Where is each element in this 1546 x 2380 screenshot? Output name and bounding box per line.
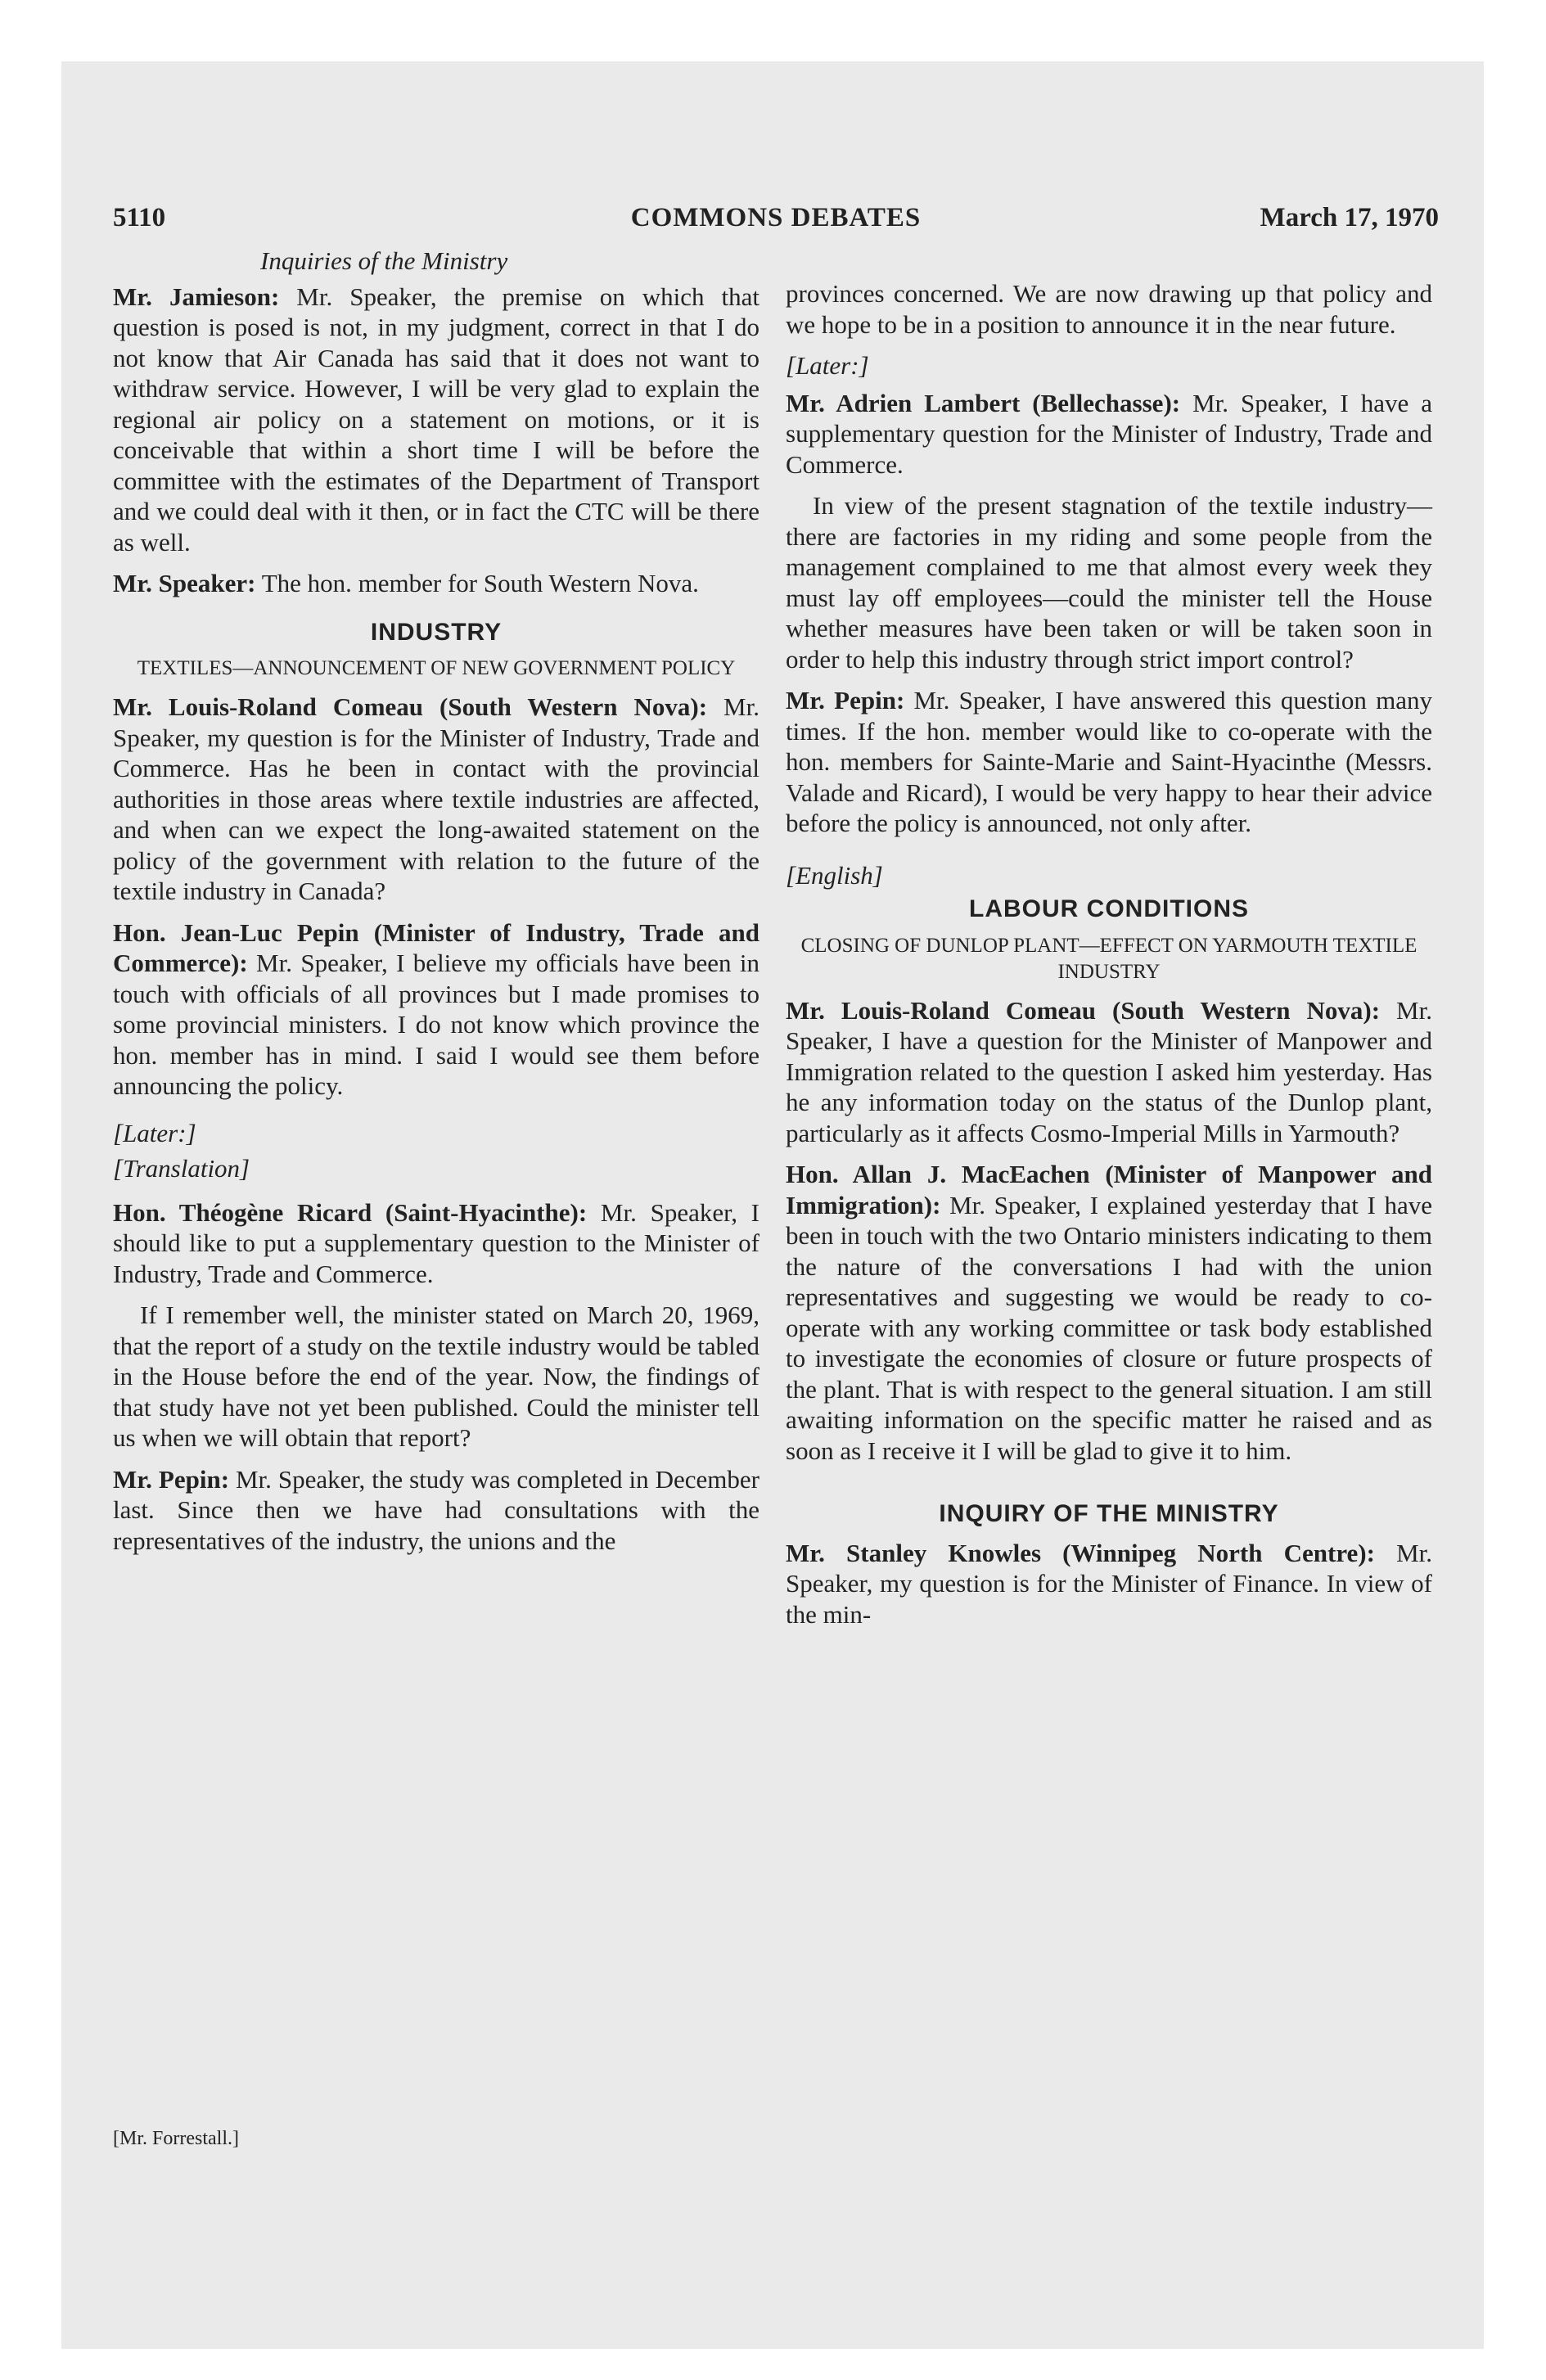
section-heading: INDUSTRY [370, 618, 503, 646]
speaker-name: Mr. Jamieson: [113, 282, 280, 311]
left-column [113, 246, 759, 1566]
paragraph [786, 685, 1432, 839]
section-subheading: TEXTILES—ANNOUNCEMENT OF NEW GOVERNMENT POLICY [137, 657, 736, 679]
paragraph [786, 388, 1432, 480]
procedural-tag: [Translation] [113, 1154, 250, 1183]
paragraph [113, 282, 759, 558]
speaker-name: Mr. Adrien Lambert (Bellechasse): [786, 388, 1181, 417]
speaker-name: Hon. Théogène Ricard (Saint-Hyacinthe): [113, 1197, 588, 1227]
speech-text: Mr. Speaker, I explained yesterday that I have been in touch with the two Ontario ministers indicating to them the nature of the conversations I had with the union representatives and suggesting we would be ready to co-operate with any working committee or task body established to investigate the economies of closure or future prospects of the plant. That is with respect to the general situation. I am still awaiting information on the specific matter he raised and as soon as I receive it I will be glad to give it to him. [786, 1190, 1432, 1465]
speech-text: Mr. Speaker, my question is for the Minister of Industry, Trade and Commerce. Has he been in contact with the provincial authorities in those areas where textile industries are affected, and when can we expect the long-awaited statement on the policy of the government with relation to the future of the textile industry in Canada? [113, 692, 759, 905]
speech-text: Mr. Speaker, my question is for the Minister of Finance. In view of the min- [786, 1538, 1432, 1629]
running-head: Inquiries of the Ministry [260, 246, 508, 275]
speaker-name: Mr. Louis-Roland Comeau (South Western Nova): [113, 692, 708, 721]
page-number: 5110 [113, 203, 166, 232]
speech-text: The hon. member for South Western Nova. [255, 569, 699, 597]
procedural-tag: [Later:] [786, 351, 869, 380]
section-subheading: CLOSING OF DUNLOP PLANT—EFFECT ON YARMOUTH TEXTILE INDUSTRY [800, 934, 1418, 983]
speech-text: Mr. Speaker, I believe my officials have been in touch with officials of all provinces but I made promises to some provincial ministers. I do not know which province the hon. member has in mind. I said I would see them before announcing the policy. [113, 949, 759, 1100]
paragraph: In view of the present stagnation of the textile industry—there are factories in my riding and some people from the management complained to me that almost every week they must lay off employees—could the minister tell the House whether measures have been taken or will be taken soon in order to help this industry through strict import control? [786, 491, 1432, 674]
speaker-name: Mr. Stanley Knowles (Winnipeg North Centre): [786, 1538, 1375, 1567]
paragraph [113, 1197, 759, 1290]
section-heading: LABOUR CONDITIONS [969, 895, 1249, 922]
section-heading: INQUIRY OF THE MINISTRY [939, 1500, 1279, 1527]
paragraph: provinces concerned. We are now drawing up that policy and we hope to be in a position to announce it in the near future. [786, 279, 1432, 339]
speaker-name: Mr. Louis-Roland Comeau (South Western Nova): [786, 995, 1381, 1025]
publication-title: COMMONS DEBATES [630, 203, 922, 232]
footer-note: [Mr. Forrestall.] [113, 2128, 239, 2149]
speech-text: Mr. Speaker, I should like to put a supplementary question to the Minister of Industry, Trade and Commerce. [113, 1197, 759, 1288]
speech-text: Mr. Speaker, I have answered this question many times. If the hon. member would like to co-operate with the hon. members for Sainte-Marie and Saint-Hyacinthe (Messrs. Valade and Ricard), I would be very happy to hear their advice before the policy is announced, not only after. [786, 686, 1432, 837]
speaker-name: Mr. Speaker: [113, 569, 256, 597]
speaker-name: Hon. Allan J. MacEachen (Minister of Manpower and Immigration): [786, 1160, 1432, 1219]
paragraph [113, 1464, 759, 1557]
speech-text: Mr. Speaker, the study was completed in December last. Since then we have had consultations with the representatives of the industry, the unions and the [113, 1464, 759, 1555]
right-column [786, 278, 1432, 1640]
page-date: March 17, 1970 [1260, 203, 1439, 232]
paragraph [786, 1159, 1432, 1466]
speech-text: Mr. Speaker, I have a supplementary question for the Minister of Industry, Trade and Commerce. [786, 388, 1432, 479]
speaker-name: Mr. Pepin: [786, 686, 905, 714]
procedural-tag: [Later:] [113, 1118, 196, 1147]
paragraph: If I remember well, the minister stated on March 20, 1969, that the report of a study on the textile industry would be tabled in the House before the end of the year. Now, the findings of that study have not yet been published. Could the minister tell us when we will obtain that report? [113, 1300, 759, 1452]
speaker-name: Hon. Jean-Luc Pepin (Minister of Industry, Trade and Commerce): [113, 917, 759, 977]
procedural-tag: [English] [786, 860, 883, 890]
paragraph [113, 917, 759, 1102]
page-header [113, 203, 1439, 244]
paragraph [786, 1538, 1432, 1630]
speech-text: Mr. Speaker, I have a question for the Minister of Manpower and Immigration related to the question I asked him yesterday. Has he any information today on the status of the Dunlop plant, particularly as it affects Cosmo-Imperial Mills in Yarmouth? [786, 995, 1432, 1147]
paragraph [786, 995, 1432, 1149]
paragraph [113, 692, 759, 907]
speaker-name: Mr. Pepin: [113, 1464, 230, 1494]
paragraph [113, 568, 759, 599]
speech-text: Mr. Speaker, the premise on which that question is posed is not, in my judgment, correct in that I do not know that Air Canada has said that it does not want to withdraw service. However, I will be very glad to explain the regional air policy on a statement on motions, or it is conceivable that within a short time I will be before the committee with the estimates of the Department of Transport and we could deal with it then, or in fact the CTC will be there as well. [113, 282, 759, 557]
